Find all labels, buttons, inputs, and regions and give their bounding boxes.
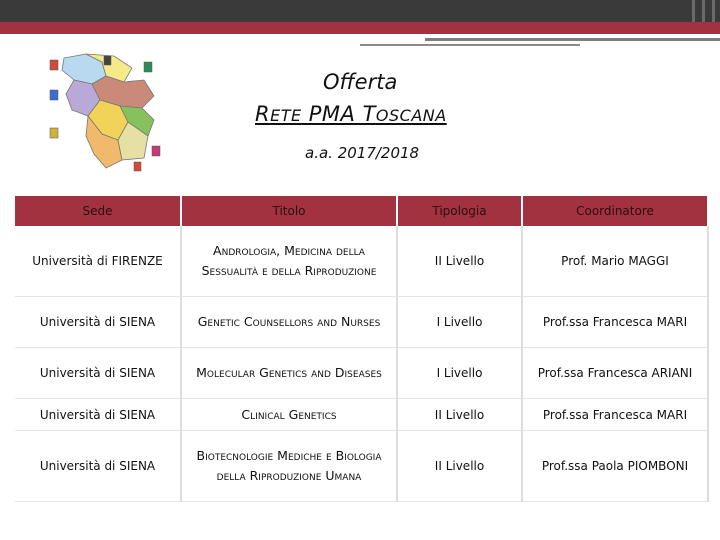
- top-bar: [0, 0, 720, 22]
- header-tipologia: Tipologia: [397, 196, 522, 226]
- academic-year: a.a. 2017/2018: [305, 144, 420, 162]
- cell-titolo: Andrologia, Medicina della Sessualità e della Riproduzione: [181, 226, 397, 297]
- divider-line: [360, 44, 580, 46]
- table-header-row: [15, 196, 708, 226]
- table-row: [15, 431, 708, 502]
- cell-tipologia: I Livello: [397, 348, 522, 399]
- top-bar-stripes: [688, 0, 720, 22]
- cell-coordinatore: Prof.ssa Paola PIOMBONI: [522, 431, 708, 502]
- cell-tipologia: II Livello: [397, 226, 522, 297]
- cell-sede: Università di FIRENZE: [15, 226, 181, 297]
- table-row: [15, 399, 708, 431]
- cell-tipologia: II Livello: [397, 431, 522, 502]
- table-row: [15, 297, 708, 348]
- cell-coordinatore: Prof. Mario MAGGI: [522, 226, 708, 297]
- table-row: [15, 226, 708, 297]
- cell-sede: Università di SIENA: [15, 431, 181, 502]
- cell-tipologia: II Livello: [397, 399, 522, 431]
- header-coordinatore: Coordinatore: [522, 196, 708, 226]
- cell-coordinatore: Prof.ssa Francesca ARIANI: [522, 348, 708, 399]
- cell-tipologia: I Livello: [397, 297, 522, 348]
- cell-sede: Università di SIENA: [15, 348, 181, 399]
- cell-titolo: Molecular Genetics and Diseases: [181, 348, 397, 399]
- table-row: [15, 348, 708, 399]
- page-title-rete: RETE PMA TOSCANA: [255, 102, 447, 126]
- cell-sede: Università di SIENA: [15, 297, 181, 348]
- divider-line: [425, 38, 720, 41]
- cell-coordinatore: Prof.ssa Francesca MARI: [522, 399, 708, 431]
- courses-table: [15, 196, 709, 502]
- cell-coordinatore: Prof.ssa Francesca MARI: [522, 297, 708, 348]
- accent-bar: [0, 22, 720, 34]
- tuscany-map-icon: [44, 50, 164, 176]
- cell-titolo: Genetic Counsellors and Nurses: [181, 297, 397, 348]
- cell-titolo: Biotecnologie Mediche e Biologia della Riproduzione Umana: [181, 431, 397, 502]
- header-sede: Sede: [15, 196, 181, 226]
- cell-sede: Università di SIENA: [15, 399, 181, 431]
- header-titolo: Titolo: [181, 196, 397, 226]
- page-title-offerta: Offerta: [323, 70, 398, 94]
- cell-titolo: Clinical Genetics: [181, 399, 397, 431]
